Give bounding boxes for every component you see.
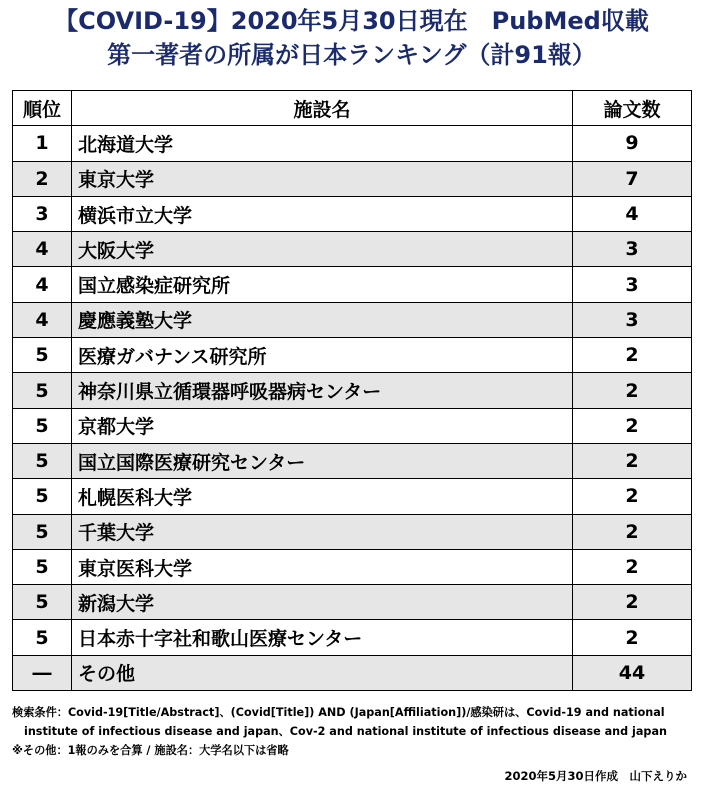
table-row — [13, 232, 692, 267]
facility-name-cell: 横浜市立大学 — [72, 196, 573, 231]
table-row — [13, 585, 692, 620]
paper-count-cell: 3 — [573, 232, 692, 267]
rank-cell: 5 — [13, 514, 72, 549]
facility-name-cell: 慶應義塾大学 — [72, 302, 573, 337]
table-row — [13, 408, 692, 443]
note-line-3: ※その他：1報のみを合算 / 施設名：大学名以下は省略 — [12, 744, 289, 757]
rank-cell: 5 — [13, 585, 72, 620]
table-row — [13, 161, 692, 196]
rank-cell: 5 — [13, 479, 72, 514]
rank-cell: 5 — [13, 443, 72, 478]
table-row — [13, 196, 692, 231]
facility-name-cell: 日本赤十字社和歌山医療センター — [72, 620, 573, 655]
rank-cell: 5 — [13, 338, 72, 373]
table-row — [13, 267, 692, 302]
rank-cell: 4 — [13, 302, 72, 337]
facility-name-cell: 国立国際医療研究センター — [72, 443, 573, 478]
facility-name-cell: 東京大学 — [72, 161, 573, 196]
note-line-1: 検索条件：Covid-19[Title/Abstract]、(Covid[Title]) AND (Japan[Affiliation])/感染研は、Covid-19 and national — [12, 706, 665, 719]
facility-name-cell: 医療ガバナンス研究所 — [72, 338, 573, 373]
table-row-other — [13, 655, 692, 690]
table-row — [13, 302, 692, 337]
rank-cell: 4 — [13, 267, 72, 302]
rank-cell: 5 — [13, 408, 72, 443]
title-line-1: 【COVID-19】2020年5月30日現在 PubMed収載 — [54, 7, 649, 35]
ranking-table — [12, 90, 692, 691]
rank-cell: 1 — [13, 126, 72, 161]
table-row — [13, 338, 692, 373]
note-line-2: institute of infectious disease and japan、Cov-2 and national institute of infectious disease and japan — [24, 725, 667, 738]
table-row — [13, 373, 692, 408]
rank-cell: 5 — [13, 373, 72, 408]
facility-name-cell: 東京医科大学 — [72, 549, 573, 584]
title-line-2: 第一著者の所属が日本ランキング（計91報） — [107, 41, 596, 69]
rank-cell: 5 — [13, 620, 72, 655]
paper-count-cell: 2 — [573, 443, 692, 478]
paper-count-cell: 2 — [573, 549, 692, 584]
facility-name-cell: 千葉大学 — [72, 514, 573, 549]
rank-cell: 5 — [13, 549, 72, 584]
paper-count-cell: 44 — [573, 655, 692, 690]
facility-name-cell: 北海道大学 — [72, 126, 573, 161]
paper-count-cell: 2 — [573, 408, 692, 443]
facility-name-cell: 大阪大学 — [72, 232, 573, 267]
rank-cell: ― — [13, 655, 72, 690]
table-row — [13, 620, 692, 655]
facility-name-cell: 京都大学 — [72, 408, 573, 443]
paper-count-cell: 3 — [573, 267, 692, 302]
header-rank: 順位 — [13, 91, 72, 126]
table-row — [13, 514, 692, 549]
facility-name-cell: 新潟大学 — [72, 585, 573, 620]
rank-cell: 3 — [13, 196, 72, 231]
paper-count-cell: 2 — [573, 373, 692, 408]
header-paper-count: 論文数 — [573, 91, 692, 126]
table-row — [13, 443, 692, 478]
paper-count-cell: 2 — [573, 585, 692, 620]
paper-count-cell: 3 — [573, 302, 692, 337]
facility-name-cell: その他 — [72, 655, 573, 690]
paper-count-cell: 7 — [573, 161, 692, 196]
rank-cell: 2 — [13, 161, 72, 196]
table-row — [13, 549, 692, 584]
table-header-row — [13, 91, 692, 126]
table-row — [13, 126, 692, 161]
search-criteria-notes — [12, 703, 697, 760]
paper-count-cell: 2 — [573, 514, 692, 549]
paper-count-cell: 2 — [573, 338, 692, 373]
facility-name-cell: 国立感染症研究所 — [72, 267, 573, 302]
paper-count-cell: 9 — [573, 126, 692, 161]
facility-name-cell: 神奈川県立循環器呼吸器病センター — [72, 373, 573, 408]
author-date-footer: 2020年5月30日作成 山下えりか — [504, 769, 687, 783]
rank-cell: 4 — [13, 232, 72, 267]
paper-count-cell: 2 — [573, 479, 692, 514]
facility-name-cell: 札幌医科大学 — [72, 479, 573, 514]
paper-count-cell: 4 — [573, 196, 692, 231]
header-facility-name: 施設名 — [72, 91, 573, 126]
paper-count-cell: 2 — [573, 620, 692, 655]
table-row — [13, 479, 692, 514]
